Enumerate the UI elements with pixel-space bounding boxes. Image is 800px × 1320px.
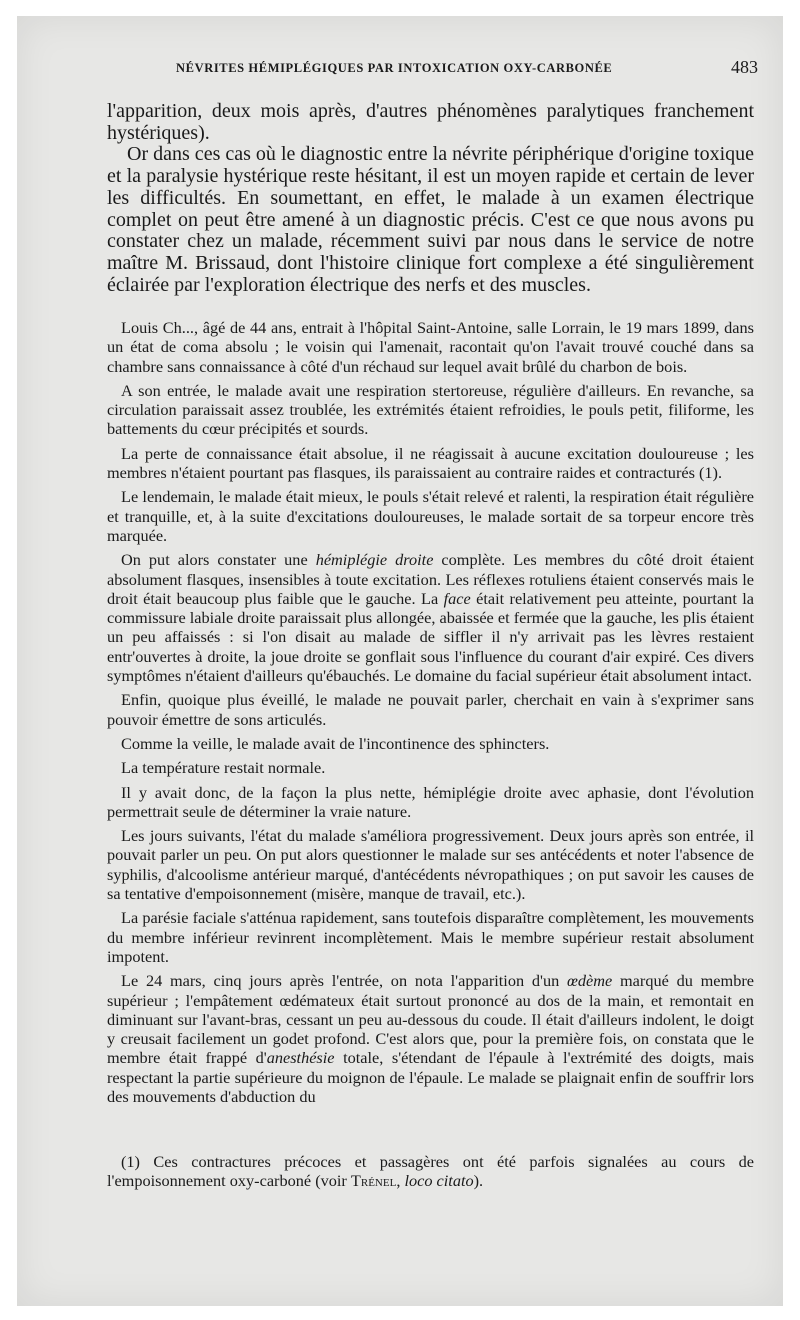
paragraph: Il y avait donc, de la façon la plus nette, hémiplégie droite avec aphasie, dont l'évolution permettrait seule de déterminer la vraie nature.	[107, 782, 754, 821]
footnote	[107, 1152, 754, 1191]
text-run: (1) Ces contractures précoces et passagères ont été parfois signalées au cours de l'empoisonnement oxy-carboné (voir	[107, 1152, 754, 1191]
text-run: On put alors constater une	[121, 550, 316, 570]
paragraph: Louis Ch..., âgé de 44 ans, entrait à l'hôpital Saint-Antoine, salle Lorrain, le 19 mars 1899, dans un état de coma absolu ; le voisin qui l'amenait, racontait qu'on l'avait trouvé couché dans sa chambre sans connaissance à côté d'un réchaud sur lequel avait brûlé du charbon de bois.	[107, 318, 754, 376]
text-run: Le 24 mars, cinq jours après l'entrée, on nota l'apparition d'un	[121, 971, 568, 991]
paragraph: Le lendemain, le malade était mieux, le pouls s'était relevé et ralenti, la respiration était régulière et tranquille, et, à la suite d'excitations douloureuses, le malade sortait de sa torpeur encore très marquée.	[107, 487, 754, 545]
paragraph	[107, 550, 754, 685]
citation: loco citato	[404, 1171, 474, 1191]
italic-term: anesthésie	[266, 1048, 335, 1068]
text-run: marqué du membre supérieur ; l'empâtement œdémateux était surtout prononcé au dos de la main, et remontait en diminuant sur l'avant-bras, cessant un peu au-dessous du coude. Il était d'ailleurs indolent, le doigt y creusait facilement un godet profond. C'est alors que, pour la première fois, on constata que le membre était frappé d'	[107, 971, 754, 1068]
italic-term: face	[443, 588, 471, 608]
page-number: 483	[731, 57, 758, 77]
case-report	[107, 318, 754, 1111]
paragraph: Enfin, quoique plus éveillé, le malade ne pouvait parler, cherchait en vain à s'exprimer sans pouvoir émettre de sons articulés.	[107, 690, 754, 729]
text-run: ,	[396, 1171, 405, 1191]
paragraph: La température restait normale.	[121, 758, 326, 778]
text-run: ).	[473, 1171, 484, 1191]
italic-term: œdème	[567, 971, 613, 991]
paragraph: La perte de connaissance était absolue, il ne réagissait à aucune excitation douloureuse ; les membres n'étaient pourtant pas flasques, ils paraissaient au contraire raides et contracturés (1).	[107, 443, 754, 483]
paragraph: La parésie faciale s'atténua rapidement, sans toutefois disparaître complètement, les mouvements du membre inférieur revinrent incomplètement. Mais le membre supérieur restait absolument impotent.	[107, 908, 754, 966]
text-run: complète. Les membres du côté droit étaient absolument flasques, insensibles à toute excitation. Les réflexes rotuliens étaient conservés mais le droit était beaucoup plus faible que le gauche. La	[107, 550, 754, 608]
paragraph: Comme la veille, le malade avait de l'incontinence des sphincters.	[121, 733, 550, 753]
paragraph: Les jours suivants, l'état du malade s'améliora progressivement. Deux jours après son entrée, il pouvait parler un peu. On put alors questionner le malade sur ses antécédents et noter l'absence de syphilis, d'alcoolisme antérieur marqué, d'antécédents névropathiques ; on put savoir les causes de sa tentative d'empoisonnement (misère, manque de travail, etc.).	[107, 826, 754, 904]
main-text	[107, 101, 754, 296]
paragraph: l'apparition, deux mois après, d'autres phénomènes paralytiques franchement hystériques).	[107, 100, 754, 144]
paragraph: A son entrée, le malade avait une respiration stertoreuse, régulière d'ailleurs. En revanche, sa circulation paraissait assez troublée, les extrémités étaient refroidies, le pouls petit, filiforme, les battements du cœur précipités et sourds.	[107, 380, 754, 439]
running-header	[158, 59, 758, 81]
text-run: était relativement peu atteinte, pourtant la commissure labiale droite paraissait plus allongée, abaissée et fermée que la gauche, les plis étaient un peu affaissés : si l'on disait au malade de siffler il n'y arrivait pas les lèvres restaient entr'ouvertes à droite, la joue droite se gonflait sous l'influence du courant d'air expiré. Ces divers symptômes n'étaient d'ailleurs qu'ébauchés. Le domaine du facial supérieur était absolument intact.	[107, 588, 755, 686]
paragraph	[107, 971, 754, 1106]
running-title: NÉVRITES HÉMIPLÉGIQUES PAR INTOXICATION OXY-CARBONÉE	[176, 61, 613, 75]
cited-author: Trénel	[350, 1171, 397, 1191]
footnote-text	[107, 1152, 754, 1191]
italic-term: hémiplégie droite	[315, 550, 434, 570]
text-run: totale, s'étendant de l'épaule à l'extrémité des doigts, mais respectant la partie supérieure du moignon de l'épaule. Le malade se plaignait enfin de souffrir lors des mouvements d'abduction du	[107, 1048, 754, 1106]
paragraph: Or dans ces cas où le diagnostic entre la névrite périphérique d'origine toxique et la paralysie hystérique reste hésitant, il est un moyen rapide et certain de lever les difficultés. En soumettant, en effet, le malade à un examen électrique complet on peut être amené à un diagnostic précis. C'est ce que nous avons pu constater chez un malade, récemment suivi par nous dans le service de notre maître M. Brissaud, dont l'histoire clinique fort complexe a été singulièrement éclairée par l'exploration électrique des nerfs et des muscles.	[107, 143, 754, 296]
